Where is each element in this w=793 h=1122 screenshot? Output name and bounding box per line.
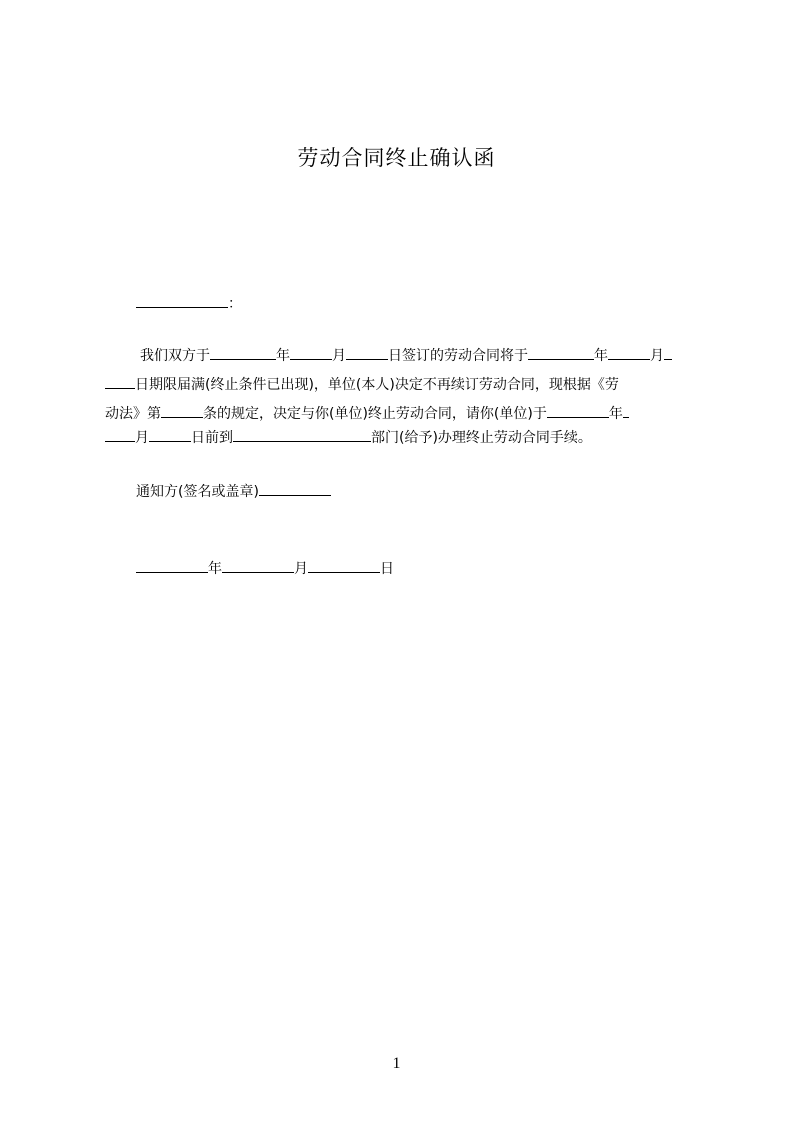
page-number: 1 xyxy=(392,1055,401,1072)
sign-year-blank[interactable] xyxy=(210,344,276,360)
date-month-label: 月 xyxy=(294,561,308,577)
paragraph-line-3 xyxy=(105,402,629,424)
article-number-blank[interactable] xyxy=(161,402,203,418)
date-day-label: 日 xyxy=(380,561,394,577)
paragraph-text: 年 xyxy=(276,348,290,364)
date-day-blank[interactable] xyxy=(308,557,380,573)
date-year-blank[interactable] xyxy=(136,557,208,573)
notifier-signature-blank[interactable] xyxy=(259,480,331,496)
date-month-blank[interactable] xyxy=(222,557,294,573)
paragraph-text: 部门(给予)办理终止劳动合同手续。 xyxy=(371,430,592,446)
notifier-label: 通知方(签名或盖章) xyxy=(136,484,259,500)
paragraph-text: 动法》第 xyxy=(105,406,161,422)
handle-year-blank[interactable] xyxy=(547,402,609,418)
paragraph-text: 年 xyxy=(608,406,623,422)
handle-day-blank[interactable] xyxy=(149,426,191,442)
paragraph-text: 条的规定，决定与你(单位)终止劳动合同，请你(单位)于 xyxy=(203,406,547,422)
date-line xyxy=(136,557,394,579)
addressee-line xyxy=(136,292,242,314)
document-title: 劳动合同终止确认函 xyxy=(297,146,496,170)
paragraph-text: 日签订的劳动合同将于 xyxy=(388,348,528,364)
paragraph-text: 月 xyxy=(332,348,346,364)
date-year-label: 年 xyxy=(208,561,222,577)
expire-month-blank[interactable] xyxy=(608,344,650,360)
department-blank[interactable] xyxy=(233,426,371,442)
expire-day-blank-start[interactable] xyxy=(664,344,672,360)
paragraph-line-4 xyxy=(105,426,592,448)
paragraph-text: 日期限届满(终止条件已出现)，单位(本人)决定不再续订劳动合同，现根据《劳 xyxy=(135,377,619,393)
paragraph-text: 年 xyxy=(594,348,608,364)
expire-day-blank[interactable] xyxy=(105,373,135,389)
paragraph-text: 月 xyxy=(135,430,149,446)
addressee-blank[interactable] xyxy=(136,292,228,308)
addressee-colon: ： xyxy=(228,296,242,312)
paragraph-text: 我们双方于 xyxy=(140,348,210,364)
sign-month-blank[interactable] xyxy=(290,344,332,360)
paragraph-text: 月 xyxy=(650,348,664,364)
sign-day-blank[interactable] xyxy=(346,344,388,360)
handle-month-blank-start[interactable] xyxy=(623,402,629,418)
notifier-line xyxy=(136,480,331,502)
paragraph-line-2 xyxy=(105,373,619,395)
handle-month-blank[interactable] xyxy=(105,426,135,442)
paragraph-text: 日前到 xyxy=(191,430,233,446)
paragraph-line-1 xyxy=(140,344,672,366)
expire-year-blank[interactable] xyxy=(528,344,594,360)
